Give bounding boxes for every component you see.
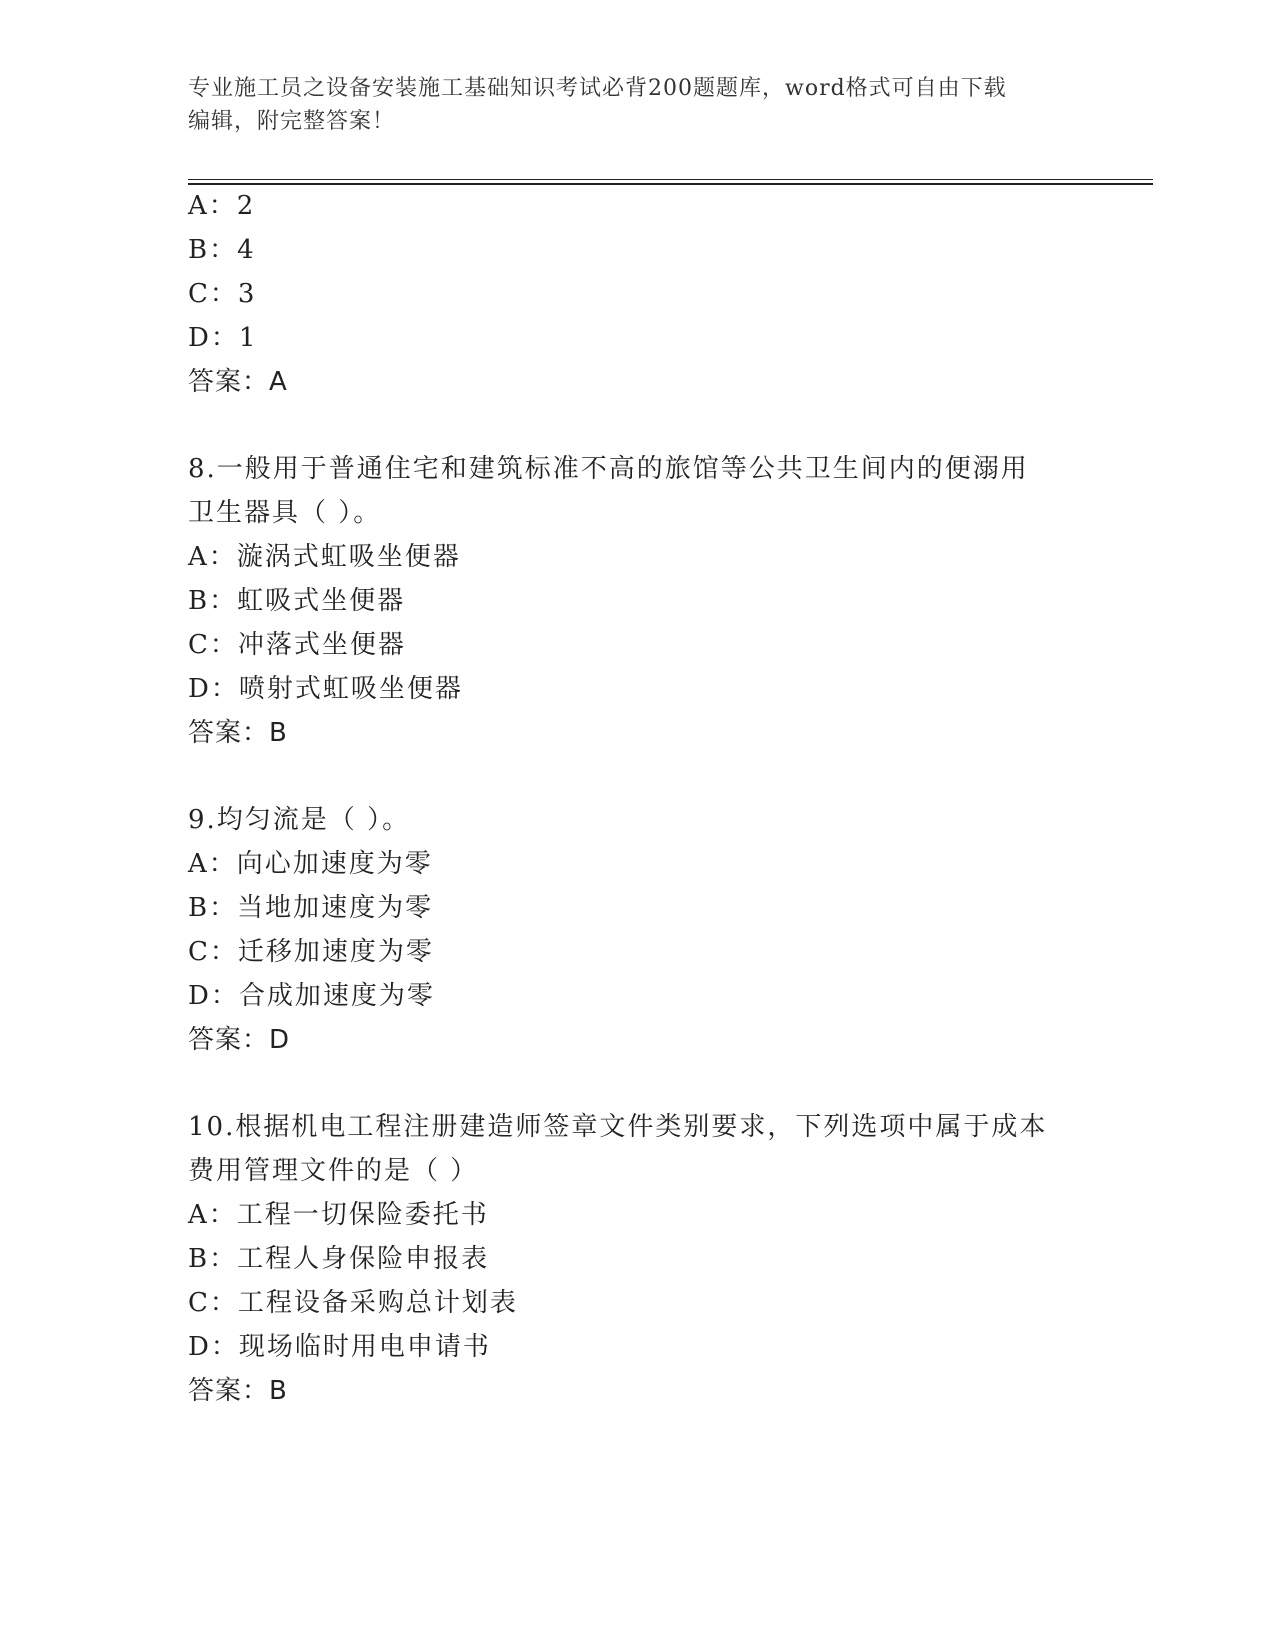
- q8-answer: 答案：B: [188, 718, 288, 748]
- q8-option-b: B：虹吸式坐便器: [188, 586, 406, 616]
- q7-option-d: D：1: [188, 323, 258, 353]
- q7-option-b: B：4: [188, 235, 256, 265]
- q7-answer: 答案：A: [188, 367, 288, 397]
- q9-question-line-1: 9.均匀流是（ ）。: [188, 805, 411, 835]
- q9-option-b: B：当地加速度为零: [188, 893, 434, 923]
- document-header: [188, 72, 1068, 138]
- q9-option-c: C：迁移加速度为零: [188, 937, 434, 967]
- q8-question-line-2: 卫生器具（ ）。: [188, 498, 382, 528]
- q7-option-a: A：2: [188, 191, 256, 221]
- header-divider-thin: [188, 179, 1153, 180]
- header-line-1: 专业施工员之设备安装施工基础知识考试必背200题题库，word格式可自由下载: [188, 76, 1007, 101]
- q8-option-c: C：冲落式坐便器: [188, 630, 406, 660]
- q10-answer: 答案：B: [188, 1376, 288, 1406]
- q10-option-b: B：工程人身保险申报表: [188, 1244, 490, 1274]
- q7-option-c: C：3: [188, 279, 257, 309]
- header-line-2: 编辑，附完整答案！: [188, 109, 396, 134]
- header-divider-thick: [188, 183, 1153, 185]
- q9-option-d: D：合成加速度为零: [188, 981, 435, 1011]
- q9-answer: 答案：D: [188, 1025, 291, 1055]
- q8-option-d: D：喷射式虹吸坐便器: [188, 674, 463, 704]
- q8-question-line-1: 8.一般用于普通住宅和建筑标准不高的旅馆等公共卫生间内的便溺用: [188, 454, 1029, 484]
- q8-option-a: A：漩涡式虹吸坐便器: [188, 542, 461, 572]
- q10-option-d: D：现场临时用电申请书: [188, 1332, 491, 1362]
- q9-option-a: A：向心加速度为零: [188, 849, 433, 879]
- q10-option-a: A：工程一切保险委托书: [188, 1200, 489, 1230]
- q10-question-line-1: 10.根据机电工程注册建造师签章文件类别要求，下列选项中属于成本: [188, 1112, 1048, 1142]
- q10-option-c: C：工程设备采购总计划表: [188, 1288, 518, 1318]
- q10-question-line-2: 费用管理文件的是（ ）: [188, 1156, 479, 1186]
